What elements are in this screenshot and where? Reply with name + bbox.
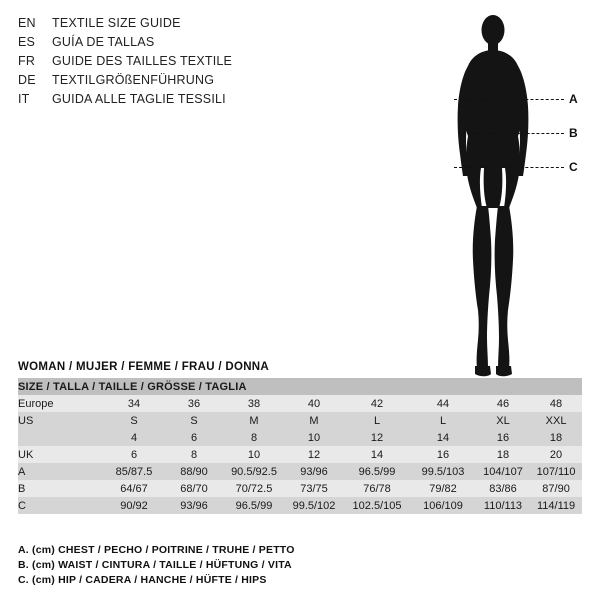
size-table xyxy=(18,378,582,514)
row-cell: 102.5/105 xyxy=(344,497,410,514)
row-cell: 99.5/102 xyxy=(284,497,344,514)
language-title: TEXTILE SIZE GUIDE xyxy=(52,16,181,30)
row-cell: 40 xyxy=(284,395,344,412)
row-cell: 87/90 xyxy=(530,480,582,497)
row-label: A xyxy=(18,463,104,480)
language-code: EN xyxy=(18,16,36,30)
row-cell: 14 xyxy=(344,446,410,463)
row-cell: 34 xyxy=(104,395,164,412)
row-cell: 12 xyxy=(284,446,344,463)
row-cell: M xyxy=(224,412,284,429)
row-label: UK xyxy=(18,446,104,463)
note-hip: C. (cm) HIP / CADERA / HANCHE / HÜFTE / HIPS xyxy=(18,574,267,586)
row-cell: 93/96 xyxy=(164,497,224,514)
row-cell: 20 xyxy=(530,446,582,463)
row-cell: M xyxy=(284,412,344,429)
row-cell: 48 xyxy=(530,395,582,412)
language-row xyxy=(18,14,348,32)
row-cell: 70/72.5 xyxy=(224,480,284,497)
measure-line-b xyxy=(458,133,564,134)
row-cell: 16 xyxy=(410,446,476,463)
note-chest: A. (cm) CHEST / PECHO / POITRINE / TRUHE / PETTO xyxy=(18,544,295,556)
table-header-label: SIZE / TALLA / TAILLE / GRÖSSE / TAGLIA xyxy=(18,378,582,395)
row-cell: 107/110 xyxy=(530,463,582,480)
row-cell: XL xyxy=(476,412,530,429)
language-row xyxy=(18,52,348,70)
row-cell: 44 xyxy=(410,395,476,412)
row-cell: 114/119 xyxy=(530,497,582,514)
female-silhouette-icon xyxy=(430,8,590,383)
figure-diagram xyxy=(430,8,590,383)
row-cell: 68/70 xyxy=(164,480,224,497)
table-row xyxy=(18,446,582,463)
row-cell: 96.5/99 xyxy=(344,463,410,480)
language-title: GUIDA ALLE TAGLIE TESSILI xyxy=(52,92,226,106)
row-cell: 76/78 xyxy=(344,480,410,497)
row-cell: 8 xyxy=(224,429,284,446)
language-code: FR xyxy=(18,54,36,68)
measure-label-a: A xyxy=(569,92,578,106)
row-cell: 10 xyxy=(284,429,344,446)
measure-label-b: B xyxy=(569,126,578,140)
row-cell: L xyxy=(410,412,476,429)
row-cell: 99.5/103 xyxy=(410,463,476,480)
row-cell: 73/75 xyxy=(284,480,344,497)
table-row xyxy=(18,463,582,480)
row-cell: S xyxy=(164,412,224,429)
table-header-row xyxy=(18,378,582,395)
language-code: DE xyxy=(18,73,36,87)
row-cell: 16 xyxy=(476,429,530,446)
language-title-list xyxy=(18,14,348,109)
row-label xyxy=(18,429,104,446)
row-label: US xyxy=(18,412,104,429)
table-row xyxy=(18,497,582,514)
language-code: IT xyxy=(18,92,30,106)
row-cell: 96.5/99 xyxy=(224,497,284,514)
row-cell: 79/82 xyxy=(410,480,476,497)
row-cell: 106/109 xyxy=(410,497,476,514)
language-title: GUIDE DES TAILLES TEXTILE xyxy=(52,54,233,68)
language-title: TEXTILGRÖßENFÜHRUNG xyxy=(52,73,215,87)
row-cell: 10 xyxy=(224,446,284,463)
row-cell: 8 xyxy=(164,446,224,463)
measure-line-a xyxy=(454,99,564,100)
row-cell: 83/86 xyxy=(476,480,530,497)
row-cell: 14 xyxy=(410,429,476,446)
row-cell: 38 xyxy=(224,395,284,412)
row-cell: 4 xyxy=(104,429,164,446)
table-row xyxy=(18,395,582,412)
size-table-wrapper xyxy=(18,378,582,514)
row-label: Europe xyxy=(18,395,104,412)
table-row xyxy=(18,480,582,497)
row-cell: 90.5/92.5 xyxy=(224,463,284,480)
row-cell: 18 xyxy=(476,446,530,463)
measure-label-c: C xyxy=(569,160,578,174)
table-row xyxy=(18,412,582,429)
language-title: GUÍA DE TALLAS xyxy=(52,35,155,49)
language-code: ES xyxy=(18,35,36,49)
row-cell: 104/107 xyxy=(476,463,530,480)
row-cell: 90/92 xyxy=(104,497,164,514)
row-cell: L xyxy=(344,412,410,429)
note-waist: B. (cm) WAIST / CINTURA / TAILLE / HÜFTUNG / VITA xyxy=(18,559,292,571)
row-cell: 64/67 xyxy=(104,480,164,497)
row-cell: 88/90 xyxy=(164,463,224,480)
row-label: B xyxy=(18,480,104,497)
measurement-notes xyxy=(18,543,578,588)
language-row xyxy=(18,71,348,89)
row-cell: 110/113 xyxy=(476,497,530,514)
row-label: C xyxy=(18,497,104,514)
row-cell: 6 xyxy=(104,446,164,463)
language-row xyxy=(18,33,348,51)
row-cell: 46 xyxy=(476,395,530,412)
language-row xyxy=(18,90,348,108)
measure-line-c xyxy=(454,167,564,168)
row-cell: 18 xyxy=(530,429,582,446)
row-cell: 93/96 xyxy=(284,463,344,480)
row-cell: S xyxy=(104,412,164,429)
row-cell: 36 xyxy=(164,395,224,412)
row-cell: XXL xyxy=(530,412,582,429)
row-cell: 42 xyxy=(344,395,410,412)
row-cell: 85/87.5 xyxy=(104,463,164,480)
row-cell: 6 xyxy=(164,429,224,446)
row-cell: 12 xyxy=(344,429,410,446)
table-row xyxy=(18,429,582,446)
section-title: WOMAN / MUJER / FEMME / FRAU / DONNA xyxy=(18,361,270,373)
